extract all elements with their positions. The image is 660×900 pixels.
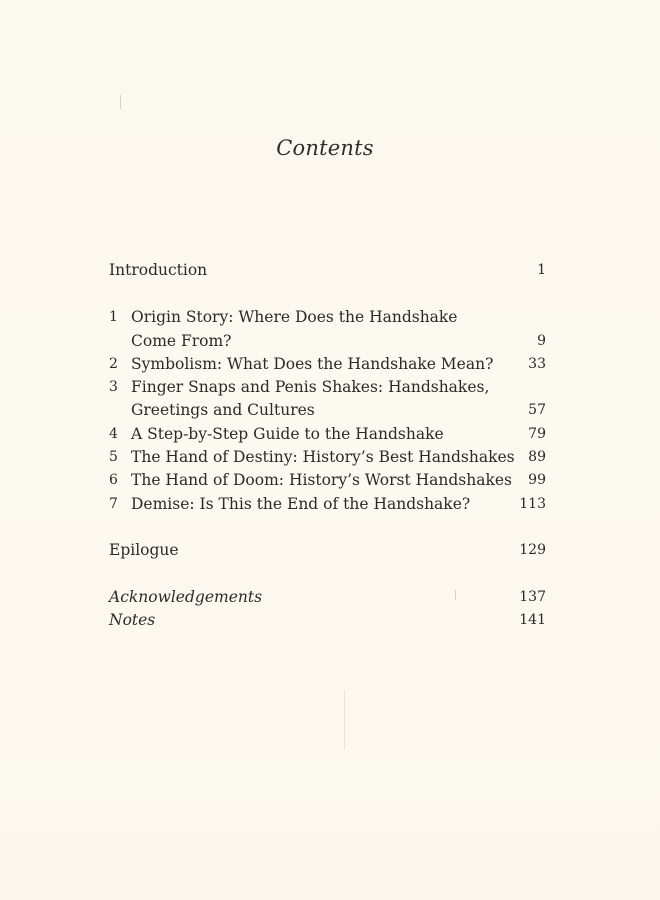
toc-entry-notes[interactable] xyxy=(109,609,546,631)
toc-page-number: 1 xyxy=(537,262,546,278)
toc-entry-title: A Step-by-Step Guide to the Handshake xyxy=(131,425,444,443)
toc-entry-title: Notes xyxy=(109,611,156,629)
toc-entry-acknowledgements[interactable] xyxy=(109,586,546,608)
toc-entry-title: Origin Story: Where Does the Handshake xyxy=(131,308,458,326)
toc-entry-chapter-3[interactable] xyxy=(109,376,546,398)
chapter-number: 3 xyxy=(109,379,118,395)
toc-entry-title: Epilogue xyxy=(109,541,179,559)
toc-page-number: 79 xyxy=(528,426,546,442)
toc-entry-chapter-3-continued[interactable] xyxy=(109,399,546,421)
toc-page-number: 141 xyxy=(519,612,546,628)
chapter-number: 5 xyxy=(109,449,118,465)
toc-entry-title: Introduction xyxy=(109,261,208,279)
toc-entry-chapter-2[interactable] xyxy=(109,353,546,375)
chapter-number: 4 xyxy=(109,426,118,442)
toc-page-number: 57 xyxy=(528,402,546,418)
paper-mark xyxy=(344,690,345,750)
chapter-number: 1 xyxy=(109,309,118,325)
chapter-number: 2 xyxy=(109,356,118,372)
toc-entry-title: Demise: Is This the End of the Handshake? xyxy=(131,495,471,513)
toc-entry-title: The Hand of Doom: History’s Worst Handshakes xyxy=(131,471,512,489)
toc-entry-title: Finger Snaps and Penis Shakes: Handshakes, xyxy=(131,378,490,396)
toc-entry-title: Symbolism: What Does the Handshake Mean? xyxy=(131,355,494,373)
chapter-number: 6 xyxy=(109,472,118,488)
toc-page-number: 33 xyxy=(528,356,546,372)
toc-entry-chapter-1[interactable] xyxy=(109,306,546,328)
contents-title: Contents xyxy=(276,136,374,160)
toc-entry-title-continued: Come From? xyxy=(131,332,232,350)
toc-entry-chapter-5[interactable] xyxy=(109,446,546,468)
toc-entry-chapter-4[interactable] xyxy=(109,423,546,445)
toc-page-number: 129 xyxy=(519,542,546,558)
toc-entry-chapter-1-continued[interactable] xyxy=(109,330,546,352)
toc-page-number: 113 xyxy=(519,496,546,512)
toc-page-number: 137 xyxy=(519,589,546,605)
toc-entry-introduction[interactable] xyxy=(109,259,546,281)
toc-page-number: 99 xyxy=(528,472,546,488)
toc-entry-title-continued: Greetings and Cultures xyxy=(131,401,315,419)
toc-page-number: 9 xyxy=(537,333,546,349)
paper-mark xyxy=(120,95,121,109)
toc-entry-title: The Hand of Destiny: History’s Best Handshakes xyxy=(131,448,515,466)
toc-entry-epilogue[interactable] xyxy=(109,539,546,561)
toc-entry-chapter-7[interactable] xyxy=(109,493,546,515)
toc-entry-title: Acknowledgements xyxy=(109,588,263,606)
toc-entry-chapter-6[interactable] xyxy=(109,469,546,491)
toc-page-number: 89 xyxy=(528,449,546,465)
chapter-number: 7 xyxy=(109,496,118,512)
